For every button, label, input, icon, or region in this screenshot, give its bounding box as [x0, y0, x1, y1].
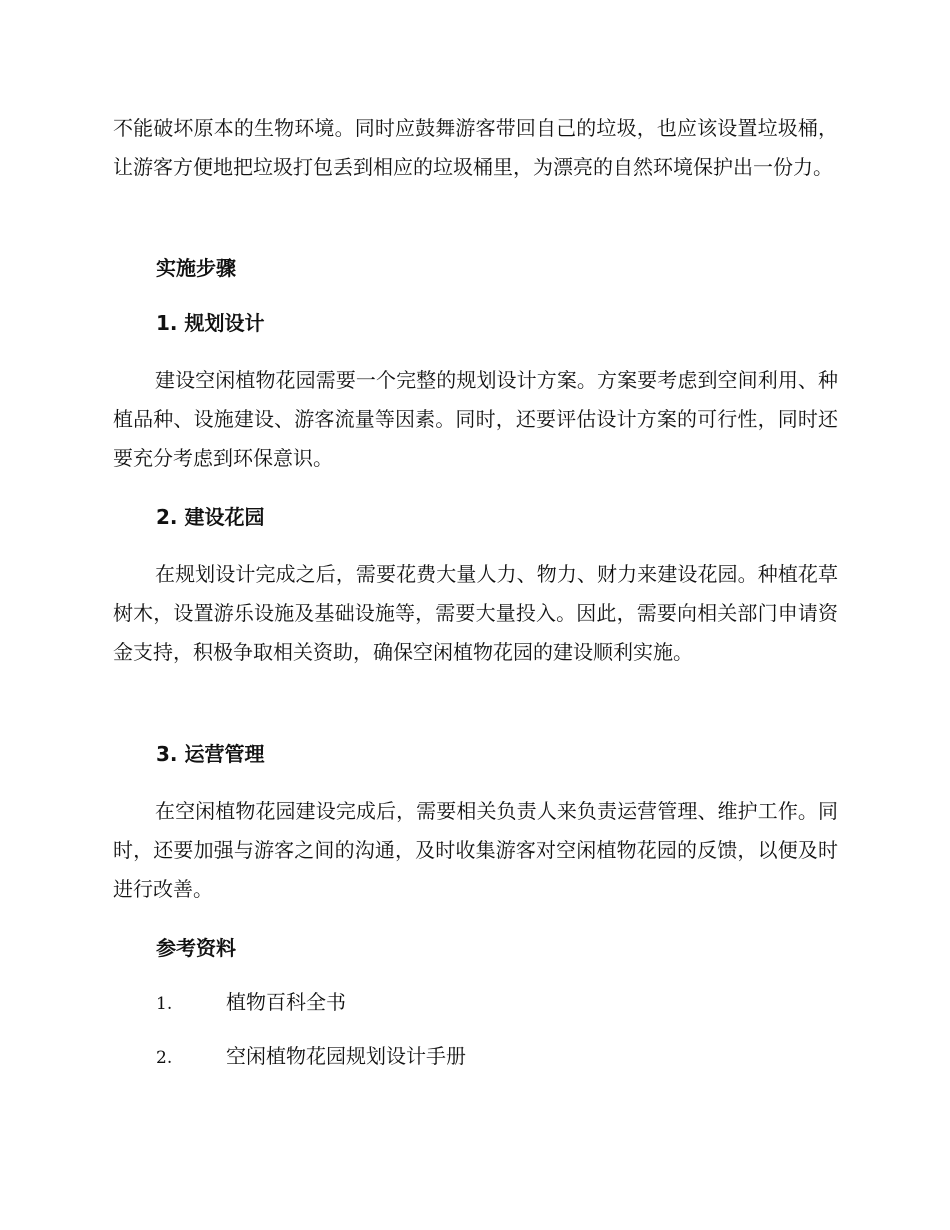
- step-body-construction: 在规划设计完成之后，需要花费大量人力、物力、财力来建设花园。种植花草树木，设置游乐设施及基础设施等，需要大量投入。因此，需要向相关部门申请资金支持，积极争取相关资助，确保空闲植物花园的建设顺利实施。: [113, 562, 838, 664]
- reference-text: 植物百科全书: [226, 990, 346, 1014]
- references-heading: 参考资料: [156, 936, 236, 960]
- reference-item: [156, 1042, 466, 1072]
- step-heading-construction: 2. 建设花园: [156, 505, 265, 529]
- reference-item: [156, 988, 346, 1018]
- section-heading-implementation: 实施步骤: [156, 256, 236, 280]
- step-heading-operation: 3. 运营管理: [156, 742, 265, 766]
- step-heading-planning: 1. 规划设计: [156, 311, 265, 335]
- reference-number: 2.: [156, 1048, 173, 1068]
- reference-number: 1.: [156, 994, 173, 1014]
- intro-paragraph: 不能破坏原本的生物环境。同时应鼓舞游客带回自己的垃圾，也应该设置垃圾桶，让游客方便地把垃圾打包丢到相应的垃圾桶里，为漂亮的自然环境保护出一份力。: [113, 116, 838, 179]
- step-body-planning: 建设空闲植物花园需要一个完整的规划设计方案。方案要考虑到空间利用、种植品种、设施建设、游客流量等因素。同时，还要评估设计方案的可行性，同时还要充分考虑到环保意识。: [113, 368, 838, 470]
- reference-text: 空闲植物花园规划设计手册: [226, 1044, 466, 1068]
- step-body-operation: 在空闲植物花园建设完成后，需要相关负责人来负责运营管理、维护工作。同时，还要加强与游客之间的沟通，及时收集游客对空闲植物花园的反馈，以便及时进行改善。: [113, 799, 838, 901]
